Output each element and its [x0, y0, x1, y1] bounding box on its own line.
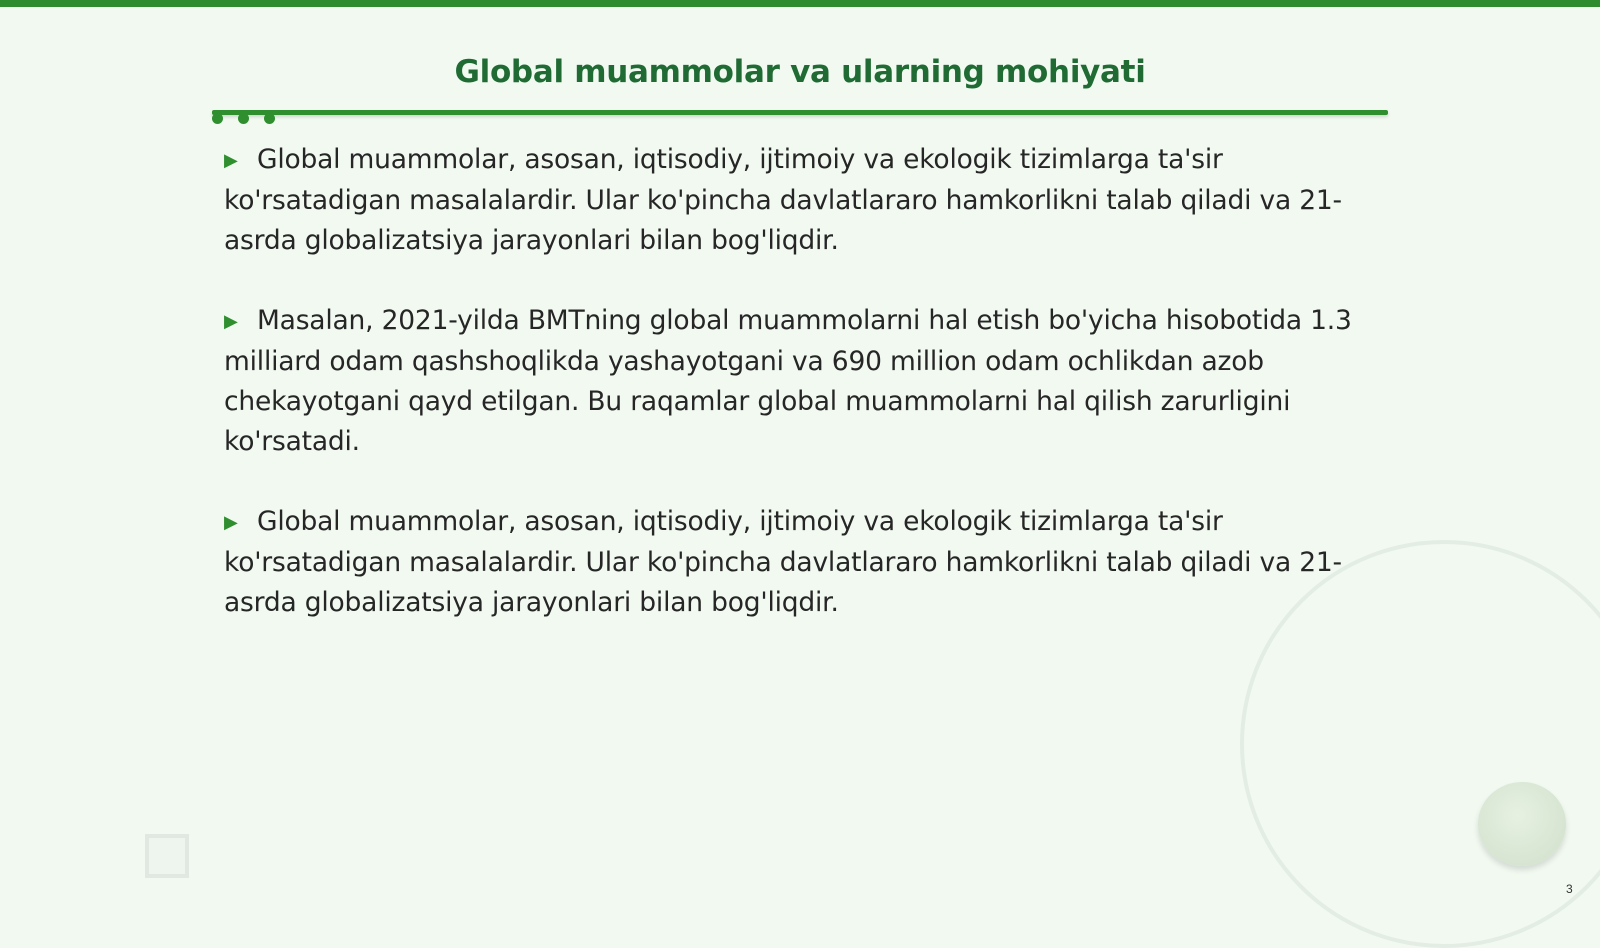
- bullet-paragraph-3: [224, 502, 1384, 623]
- triangle-bullet-icon: ▶: [224, 311, 238, 332]
- underline-dot-3: [264, 113, 275, 124]
- triangle-bullet-icon: ▶: [224, 512, 238, 533]
- underline-dot-1: [212, 113, 223, 124]
- slide-title: Global muammolar va ularning mohiyati: [454, 54, 1146, 90]
- paragraph-text: Masalan, 2021-yilda BMTning global muammolarni hal etish bo'yicha hisobotida 1.3 milliard odam qashshoqlikda yashayotgani va 690 million odam ochlikdan azob chekayotgani qayd etilgan. Bu raqamlar global muammolarni hal qilish zarurligini ko'rsatadi.: [224, 305, 1352, 457]
- decorative-circle: [1478, 782, 1566, 866]
- bullet-paragraph-2: [224, 301, 1384, 462]
- slide-body: [224, 140, 1384, 663]
- triangle-bullet-icon: ▶: [224, 150, 238, 171]
- underline-dot-2: [238, 113, 249, 124]
- decorative-square: [145, 834, 189, 878]
- paragraph-text: Global muammolar, asosan, iqtisodiy, ijtimoiy va ekologik tizimlarga ta'sir ko'rsatadigan masalalardir. Ular ko'pincha davlatlararo hamkorlikni talab qiladi va 21-asrda globalizatsiya jarayonlari bilan bog'liqdir.: [224, 506, 1342, 618]
- page-number: 3: [1566, 882, 1573, 896]
- top-accent-bar: [0, 0, 1600, 7]
- paragraph-text: Global muammolar, asosan, iqtisodiy, ijtimoiy va ekologik tizimlarga ta'sir ko'rsatadigan masalalardir. Ular ko'pincha davlatlararo hamkorlikni talab qiladi va 21-asrda globalizatsiya jarayonlari bilan bog'liqdir.: [224, 144, 1342, 256]
- title-underline: [212, 110, 1388, 115]
- bullet-paragraph-1: [224, 140, 1384, 261]
